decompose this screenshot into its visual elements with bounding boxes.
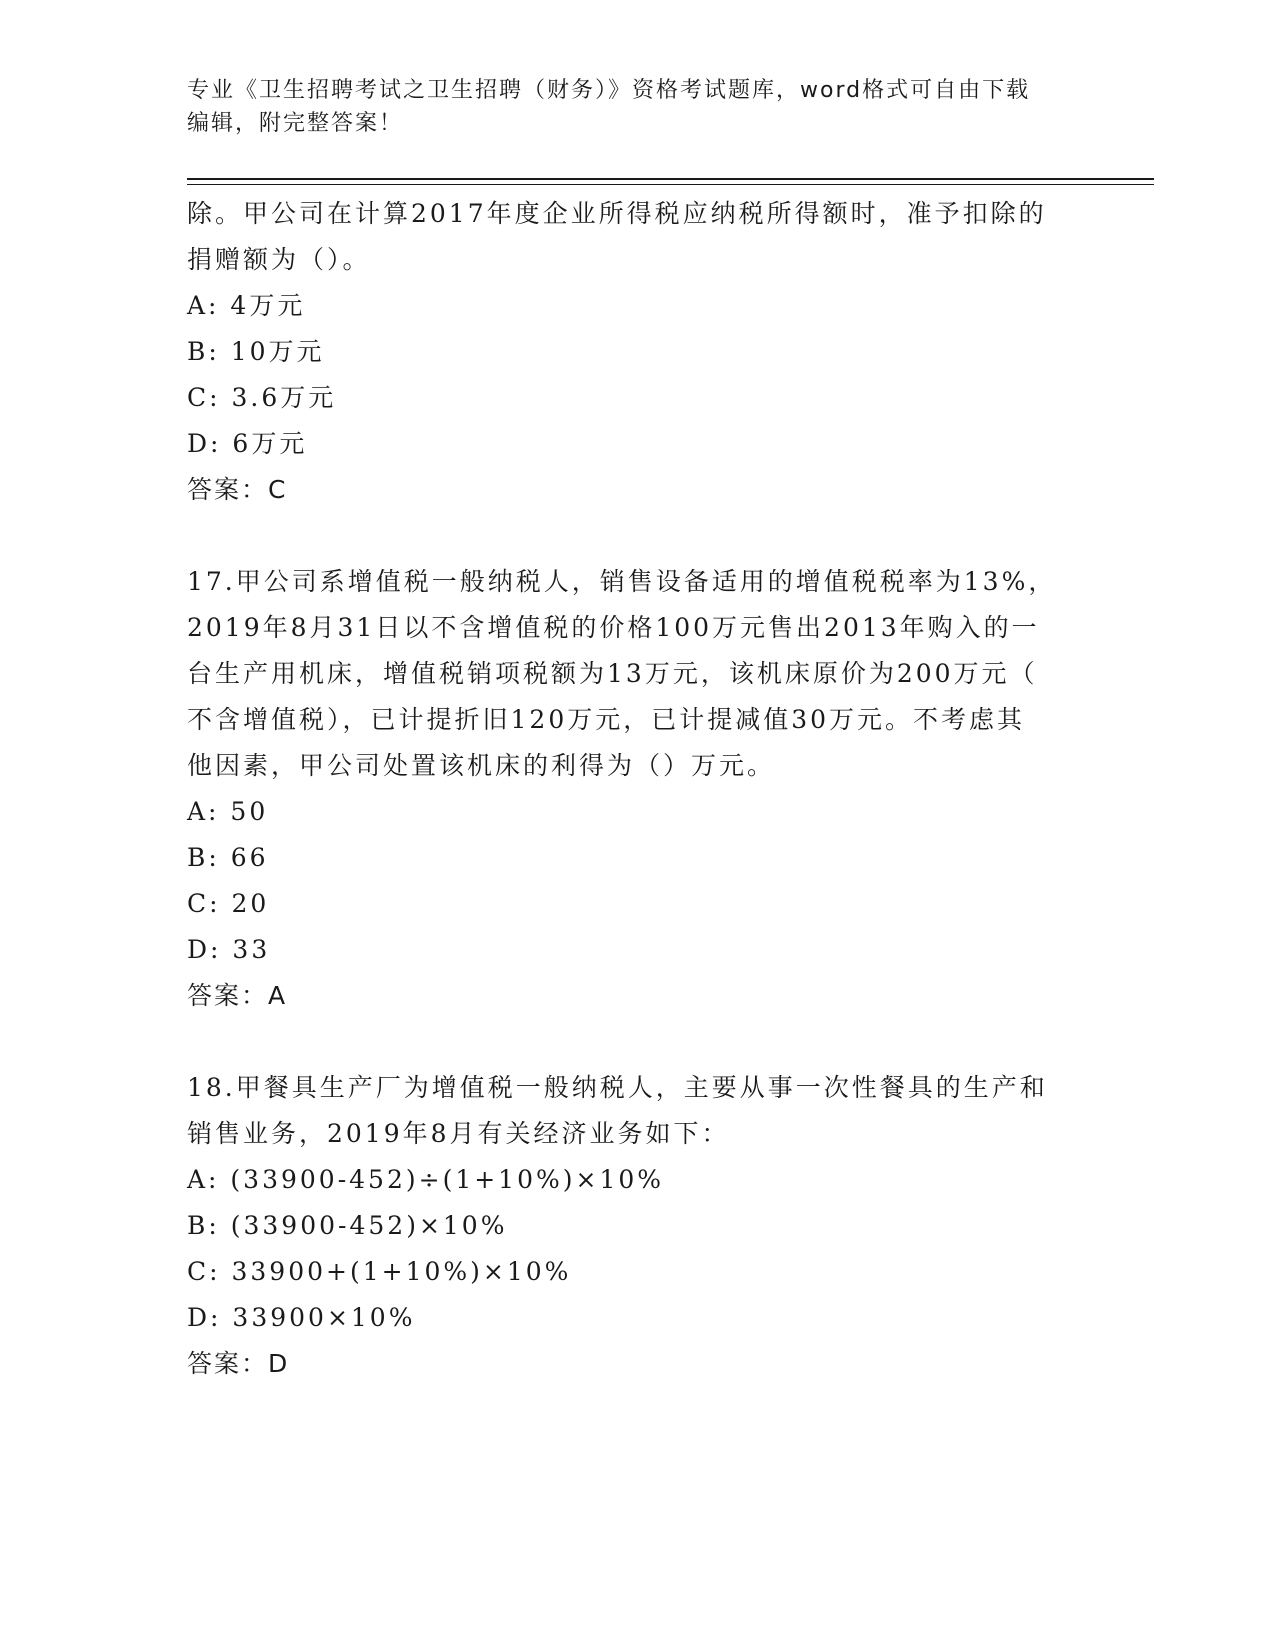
- answer: 答案：D: [187, 1349, 290, 1378]
- option-a: A: 50: [187, 797, 269, 826]
- question-text-line: 销售业务，2019年8月有关经济业务如下：: [187, 1119, 730, 1148]
- question-text-line: 18.甲餐具生产厂为增值税一般纳税人，主要从事一次性餐具的生产和: [187, 1073, 1048, 1102]
- page-header: [187, 74, 1067, 140]
- header-rule-thick: [187, 178, 1154, 180]
- question-text-line: 台生产用机床，增值税销项税额为13万元，该机床原价为200万元（: [187, 659, 1038, 688]
- option-a: A: (33900-452)÷(1+10%)×10%: [187, 1165, 665, 1194]
- document-body: [187, 191, 1087, 1387]
- header-rule-thin: [187, 184, 1154, 185]
- spacer: [187, 513, 1087, 559]
- question-16: [187, 191, 1087, 513]
- header-line-1: 专业《卫生招聘考试之卫生招聘（财务）》资格考试题库，word格式可自由下载: [187, 78, 1031, 103]
- question-text-line: 不含增值税），已计提折旧120万元，已计提减值30万元。不考虑其: [187, 705, 1026, 734]
- question-17: [187, 559, 1087, 1019]
- question-18: [187, 1065, 1087, 1387]
- spacer: [187, 1019, 1087, 1065]
- answer: 答案：C: [187, 475, 288, 504]
- question-text-line: 除。甲公司在计算2017年度企业所得税应纳税所得额时，准予扣除的: [187, 199, 1047, 228]
- answer: 答案：A: [187, 981, 288, 1010]
- option-a: A: 4万元: [187, 291, 306, 320]
- question-text-line: 他因素，甲公司处置该机床的利得为（）万元。: [187, 751, 776, 780]
- option-b: B: 66: [187, 843, 269, 872]
- question-text-line: 17.甲公司系增值税一般纳税人，销售设备适用的增值税税率为13%，: [187, 567, 1057, 596]
- question-text-line: 2019年8月31日以不含增值税的价格100万元售出2013年购入的一: [187, 613, 1040, 642]
- option-d: D: 33900×10%: [187, 1303, 416, 1332]
- option-d: D: 6万元: [187, 429, 308, 458]
- header-line-2: 编辑，附完整答案！: [187, 111, 404, 136]
- option-c: C: 20: [187, 889, 270, 918]
- option-b: B: (33900-452)×10%: [187, 1211, 508, 1240]
- option-c: C: 3.6万元: [187, 383, 337, 412]
- option-d: D: 33: [187, 935, 271, 964]
- question-text-line: 捐赠额为（）。: [187, 245, 371, 274]
- option-b: B: 10万元: [187, 337, 325, 366]
- option-c: C: 33900+(1+10%)×10%: [187, 1257, 572, 1286]
